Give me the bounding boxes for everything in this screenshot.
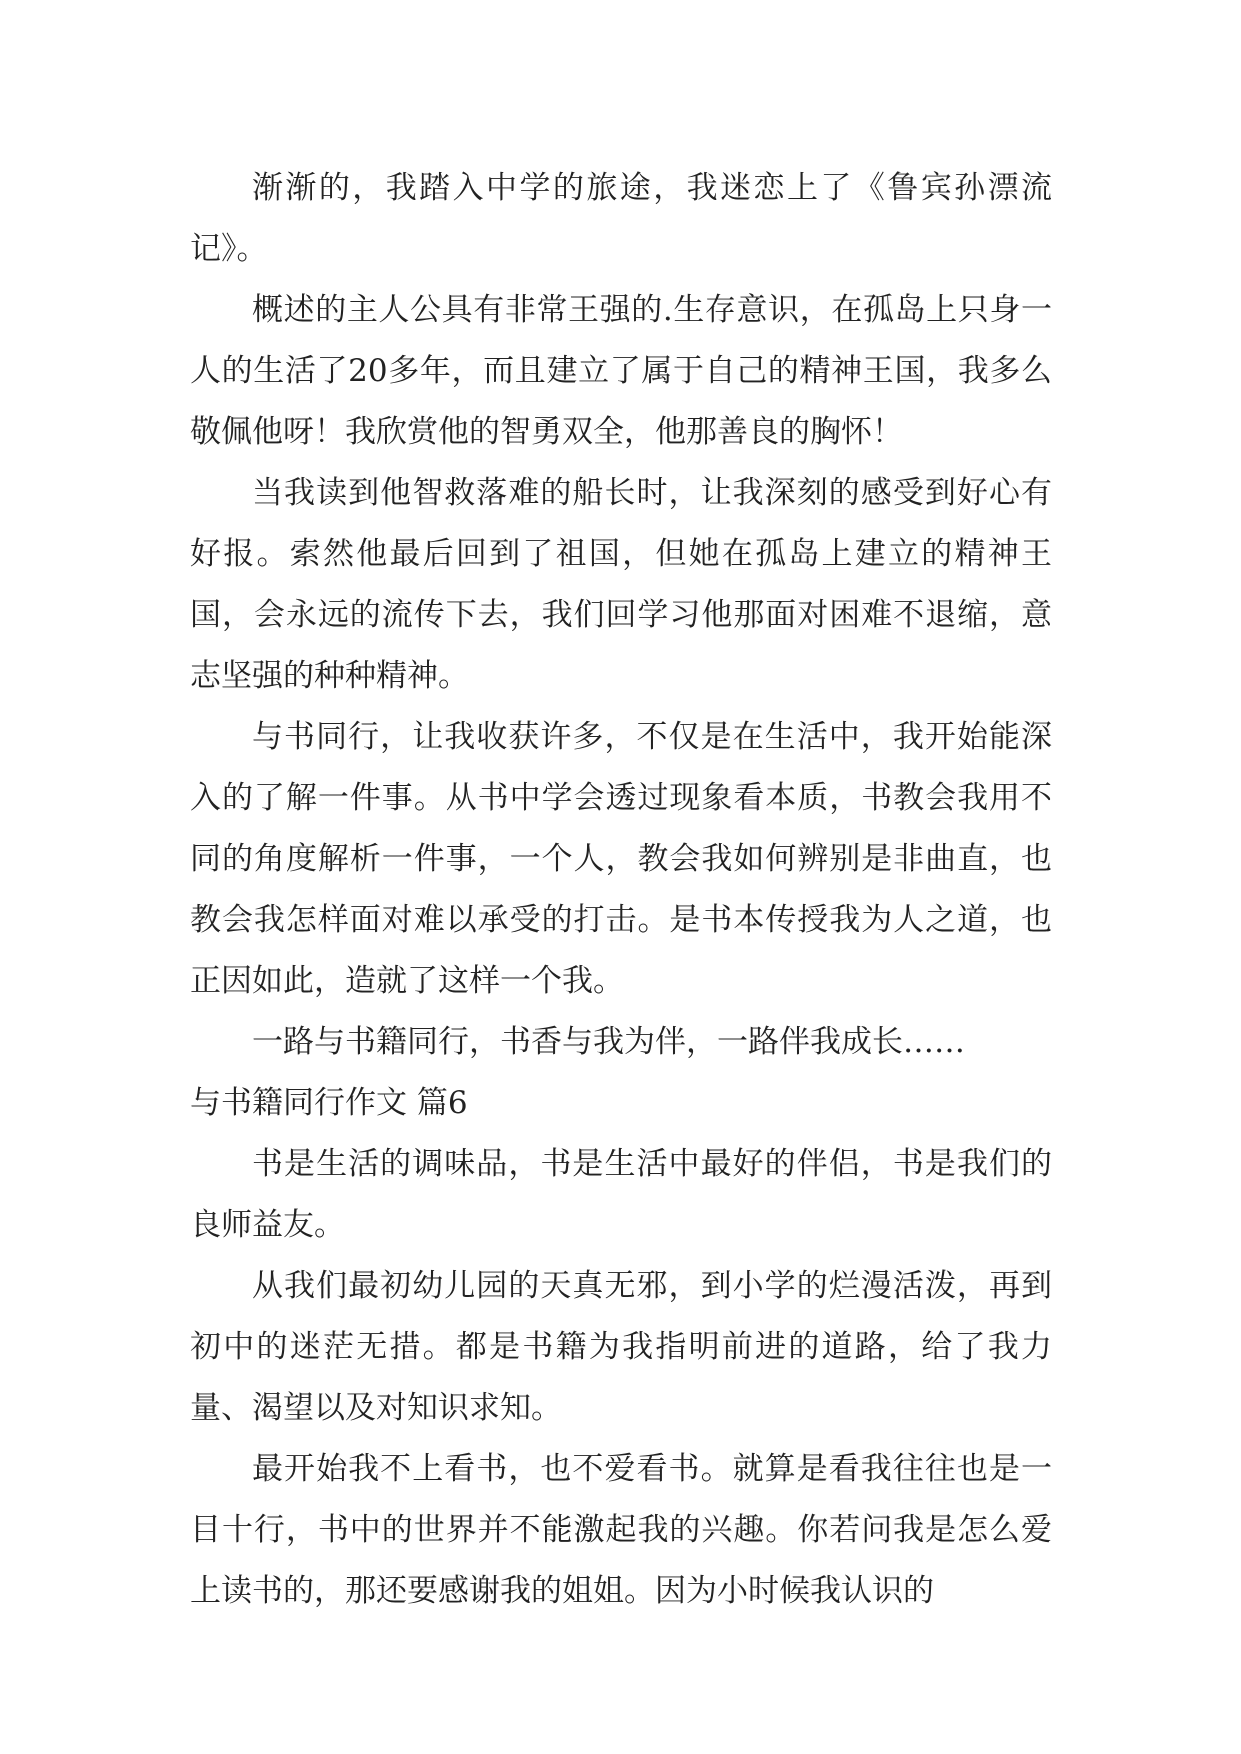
paragraph: 与书同行，让我收获许多，不仅是在生活中，我开始能深入的了解一件事。从书中学会透过现象看本质，书教会我用不同的角度解析一件事，一个人，教会我如何辨别是非曲直，也教会我怎样面对难以承受的打击。是书本传授我为人之道，也正因如此，造就了这样一个我。 [190,719,1052,999]
paragraph: 当我读到他智救落难的船长时，让我深刻的感受到好心有好报。索然他最后回到了祖国，但她在孤岛上建立的精神王国，会永远的流传下去，我们回学习他那面对困难不退缩，意志坚强的种种精神。 [190,475,1052,694]
paragraph: 概述的主人公具有非常王强的.生存意识，在孤岛上只身一人的生活了20多年，而且建立了属于自己的精神王国，我多么敬佩他呀！我欣赏他的智勇双全，他那善良的胸怀！ [190,292,1052,450]
document-body [190,158,1052,1622]
paragraph: 最开始我不上看书，也不爱看书。就算是看我往往也是一目十行，书中的世界并不能激起我的兴趣。你若问我是怎么爱上读书的，那还要感谢我的姐姐。因为小时候我认识的 [190,1451,1052,1609]
paragraph: 一路与书籍同行，书香与我为伴，一路伴我成长…… [252,1024,965,1060]
paragraph: 渐渐的，我踏入中学的旅途，我迷恋上了《鲁宾孙漂流记》。 [190,170,1052,267]
paragraph: 书是生活的调味品，书是生活中最好的伴侣，书是我们的良师益友。 [190,1146,1052,1243]
paragraph: 从我们最初幼儿园的天真无邪，到小学的烂漫活泼，再到初中的迷茫无措。都是书籍为我指明前进的道路，给了我力量、渴望以及对知识求知。 [190,1268,1052,1426]
section-heading: 与书籍同行作文 篇6 [190,1085,468,1121]
